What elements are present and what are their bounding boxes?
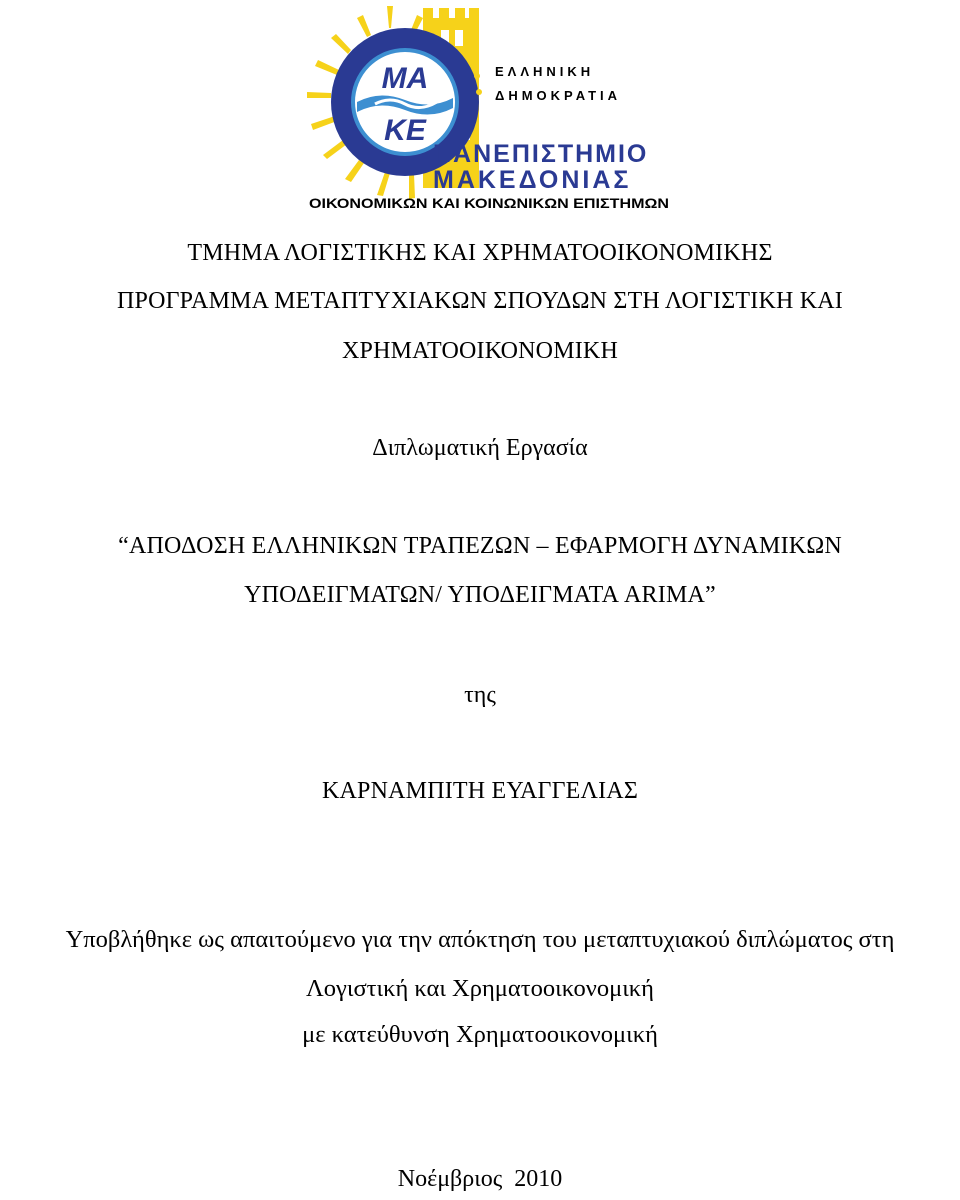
submission-date: Νοέμβριος 2010 [397,1166,563,1192]
submission-statement-line1: Υποβλήθηκε ως απαιτούμενο για την απόκτηση του μεταπτυχιακού διπλώματος στη [65,926,895,953]
author-preposition: της [464,682,496,708]
submission-statement-line2: Λογιστική και Χρηματοοικονομική [306,975,654,1002]
university-name-line2: ΜΑΚΕΔΟΝΙΑΣ [433,166,632,194]
document-type: Διπλωματική Εργασία [372,435,588,461]
seal-letters-top: ΜΑ [381,62,429,95]
author-name: ΚΑΡΝΑΜΠΙΤΗ ΕΥΑΓΓΕΛΙΑΣ [321,778,639,804]
program-heading-line2: ΧΡΗΜΑΤΟΟΙΚΟΝΟΜΙΚΗ [341,338,618,364]
program-heading-line1: ΠΡΟΓΡΑΜΜΑ ΜΕΤΑΠΤΥΧΙΑΚΩΝ ΣΠΟΥΔΩΝ ΣΤΗ ΛΟΓΙΣΤΙΚΗ ΚΑΙ [117,288,843,314]
department-heading: ΤΜΗΜΑ ΛΟΓΙΣΤΙΚΗΣ ΚΑΙ ΧΡΗΜΑΤΟΟΙΚΟΝΟΜΙΚΗΣ [187,240,773,266]
country-line2: ΔΗΜΟΚΡΑΤΙΑ [495,88,622,103]
thesis-title-line1: “ΑΠΟΔΟΣΗ ΕΛΛΗΝΙΚΩΝ ΤΡΑΠΕΖΩΝ – ΕΦΑΡΜΟΓΗ ΔΥΝΑΜΙΚΩΝ [118,533,842,559]
submission-statement-line3: με κατεύθυνση Χρηματοοικονομική [302,1021,658,1048]
university-subtitle: ΟΙΚΟΝΟΜΙΚΩΝ ΚΑΙ ΚΟΙΝΩΝΙΚΩΝ ΕΠΙΣΤΗΜΩΝ [309,195,669,211]
country-line1: ΕΛΛΗΝΙΚΗ [495,64,595,79]
university-name-line1: ΠΑΝΕΠΙΣΤΗΜΙΟ [433,140,649,168]
seal-letters-bottom: ΚΕ [384,114,426,147]
thesis-title-line2: ΥΠΟΔΕΙΓΜΑΤΩΝ/ ΥΠΟΔΕΙΓΜΑΤΑ ARIMA” [244,582,716,608]
university-logo [305,4,675,214]
